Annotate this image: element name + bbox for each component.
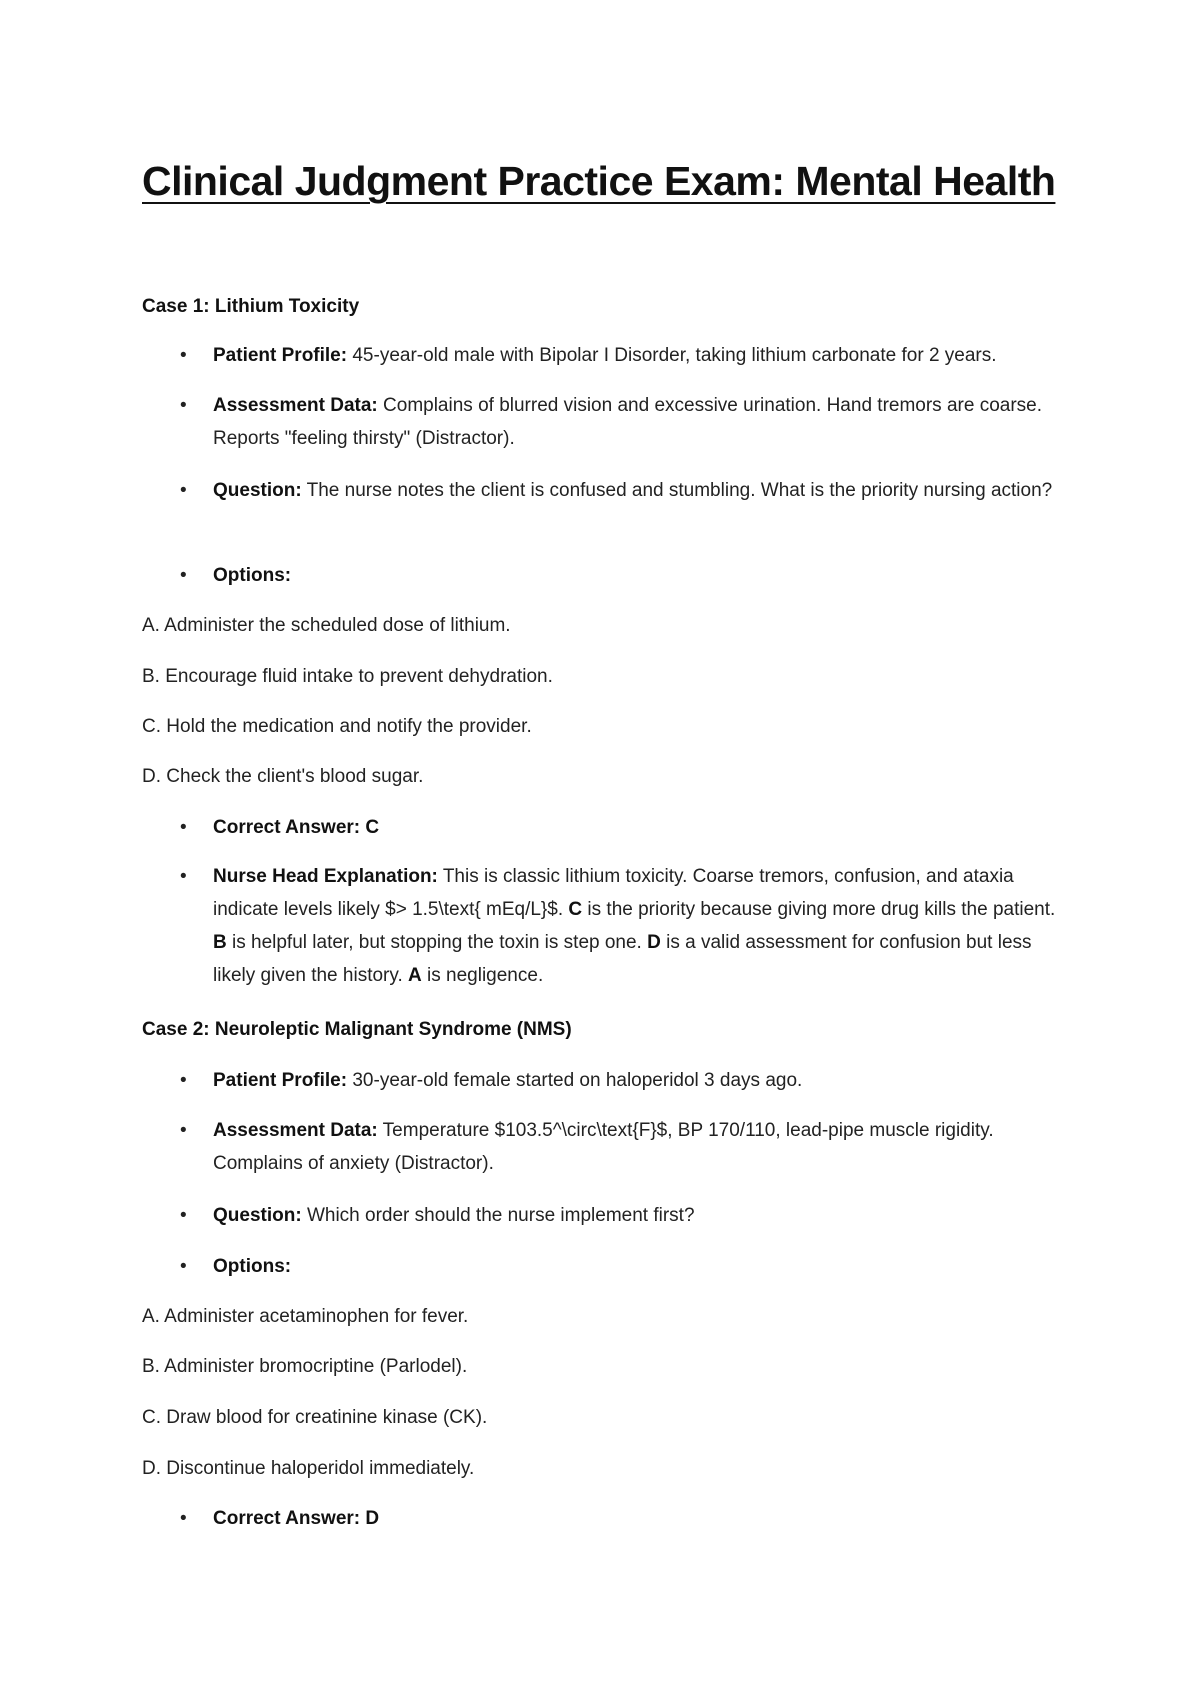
bullet-icon: • (180, 817, 187, 838)
options-label: Options: (213, 1256, 292, 1277)
correct-answer-text: Correct Answer: C (213, 817, 380, 838)
case-2-heading: Case 2: Neuroleptic Malignant Syndrome (NMS) (142, 1019, 572, 1040)
assessment-data-label: Assessment Data: (213, 395, 378, 416)
patient-profile-text: 30-year-old female started on haloperidol 3 days ago. (347, 1070, 803, 1091)
bullet-icon: • (180, 866, 187, 887)
bullet-icon: • (180, 345, 187, 366)
explanation-label: Nurse Head Explanation: (213, 866, 438, 887)
bullet-icon: • (180, 1120, 187, 1141)
patient-profile-text: 45-year-old male with Bipolar I Disorder, taking lithium carbonate for 2 years. (347, 345, 997, 366)
patient-profile-label: Patient Profile: (213, 1070, 348, 1091)
case-2-option-c: C. Draw blood for creatinine kinase (CK). (142, 1407, 488, 1428)
bullet-icon: • (180, 395, 187, 416)
case-2-option-d: D. Discontinue haloperidol immediately. (142, 1458, 475, 1479)
correct-answer-text: Correct Answer: D (213, 1508, 380, 1529)
explanation-text-4: is a valid assessment for confusion but less likely given the history. (213, 932, 1032, 986)
patient-profile-label: Patient Profile: (213, 345, 348, 366)
question-label: Question: (213, 480, 302, 501)
case-1-option-a: A. Administer the scheduled dose of lithium. (142, 615, 511, 636)
explanation-text-5: is negligence. (421, 965, 544, 986)
assessment-data-text: Temperature $103.5^\circ\text{F}$, BP 170/110, lead-pipe muscle rigidity. Complains of anxiety (Distractor). (213, 1120, 994, 1174)
bullet-icon: • (180, 565, 187, 586)
case-2-option-a: A. Administer acetaminophen for fever. (142, 1306, 469, 1327)
question-text: Which order should the nurse implement first? (301, 1205, 695, 1226)
bullet-icon: • (180, 1256, 187, 1277)
case-1-option-d: D. Check the client's blood sugar. (142, 766, 424, 787)
answer-letter-c: C (568, 899, 583, 920)
case-1-heading: Case 1: Lithium Toxicity (142, 296, 360, 317)
answer-letter-a: A (408, 965, 422, 986)
case-1-option-b: B. Encourage fluid intake to prevent dehydration. (142, 666, 553, 687)
case-2-option-b: B. Administer bromocriptine (Parlodel). (142, 1356, 468, 1377)
options-label: Options: (213, 565, 292, 586)
question-text: The nurse notes the client is confused and stumbling. What is the priority nursing action? (301, 480, 1053, 501)
explanation-text-1: This is classic lithium toxicity. Coarse tremors, confusion, and ataxia indicate levels likely $> 1.5\text{ mEq/L}$. (213, 866, 1014, 920)
page-title: Clinical Judgment Practice Exam: Mental Health (142, 158, 1056, 204)
question-label: Question: (213, 1205, 302, 1226)
bullet-icon: • (180, 1205, 187, 1226)
assessment-data-text: Complains of blurred vision and excessive urination. Hand tremors are coarse. Reports "feeling thirsty" (Distractor). (213, 395, 1043, 449)
bullet-icon: • (180, 480, 187, 501)
bullet-icon: • (180, 1070, 187, 1091)
explanation-text-2: is the priority because giving more drug kills the patient. (582, 899, 1056, 920)
case-1-option-c: C. Hold the medication and notify the provider. (142, 716, 532, 737)
bullet-icon: • (180, 1508, 187, 1529)
assessment-data-label: Assessment Data: (213, 1120, 378, 1141)
answer-letter-b: B (213, 932, 227, 953)
explanation-text-3: is helpful later, but stopping the toxin is step one. (226, 932, 648, 953)
answer-letter-d: D (647, 932, 661, 953)
